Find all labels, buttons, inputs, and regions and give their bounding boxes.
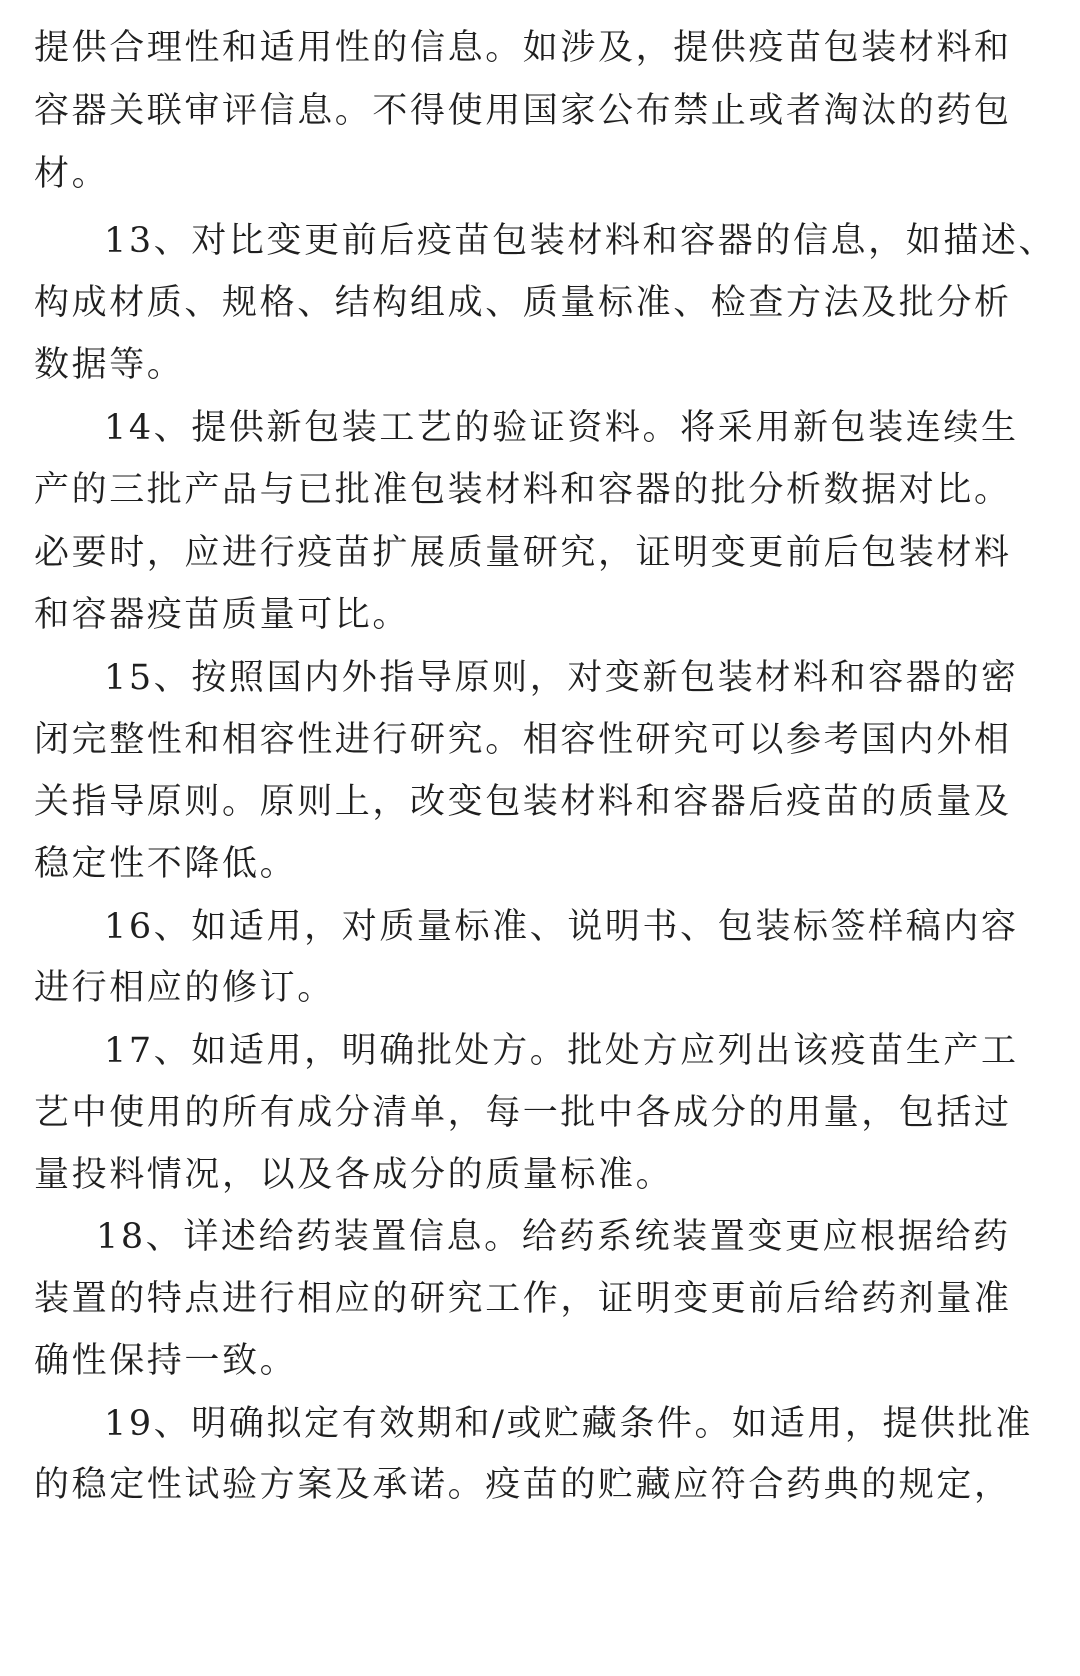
text-line: 提供合理性和适用性的信息。如涉及，提供疫苗包装材料和 xyxy=(34,28,1012,68)
text-line: 和容器疫苗质量可比。 xyxy=(34,595,411,635)
paragraph-17-line: 17、如适用，明确批处方。批处方应列出该疫苗生产工 xyxy=(104,1031,1019,1071)
paragraph-18-line: 18、详述给药装置信息。给药系统装置变更应根据给药 xyxy=(96,1217,1011,1257)
text-line: 装置的特点进行相应的研究工作，证明变更前后给药剂量准 xyxy=(34,1279,1012,1319)
text-line: 必要时，应进行疫苗扩展质量研究，证明变更前后包装材料 xyxy=(34,533,1012,573)
text-line: 稳定性不降低。 xyxy=(34,844,298,884)
paragraph-13-line: 13、对比变更前后疫苗包装材料和容器的信息，如描述、 xyxy=(104,221,1057,261)
text-line: 关指导原则。原则上，改变包装材料和容器后疫苗的质量及 xyxy=(34,782,1012,822)
text-line: 构成材质、规格、结构组成、质量标准、检查方法及批分析 xyxy=(34,283,1012,323)
text-line: 闭完整性和相容性进行研究。相容性研究可以参考国内外相 xyxy=(34,720,1012,760)
text-line: 确性保持一致。 xyxy=(34,1341,298,1381)
text-line: 进行相应的修订。 xyxy=(34,968,335,1008)
paragraph-19-line: 19、明确拟定有效期和/或贮藏条件。如适用，提供批准 xyxy=(104,1404,1033,1444)
text-line: 容器关联审评信息。不得使用国家公布禁止或者淘汰的药包 xyxy=(34,91,1012,131)
paragraph-16-line: 16、如适用，对质量标准、说明书、包装标签样稿内容 xyxy=(104,907,1019,947)
text-line: 材。 xyxy=(34,154,110,194)
text-line: 的稳定性试验方案及承诺。疫苗的贮藏应符合药典的规定， xyxy=(34,1465,1012,1505)
text-line: 量投料情况，以及各成分的质量标准。 xyxy=(34,1155,674,1195)
text-line: 产的三批产品与已批准包装材料和容器的批分析数据对比。 xyxy=(34,470,1012,510)
paragraph-14-line: 14、提供新包装工艺的验证资料。将采用新包装连续生 xyxy=(104,408,1019,448)
paragraph-15-line: 15、按照国内外指导原则，对变新包装材料和容器的密 xyxy=(104,658,1019,698)
text-line: 艺中使用的所有成分清单，每一批中各成分的用量，包括过 xyxy=(34,1093,1012,1133)
text-line: 数据等。 xyxy=(34,345,185,385)
